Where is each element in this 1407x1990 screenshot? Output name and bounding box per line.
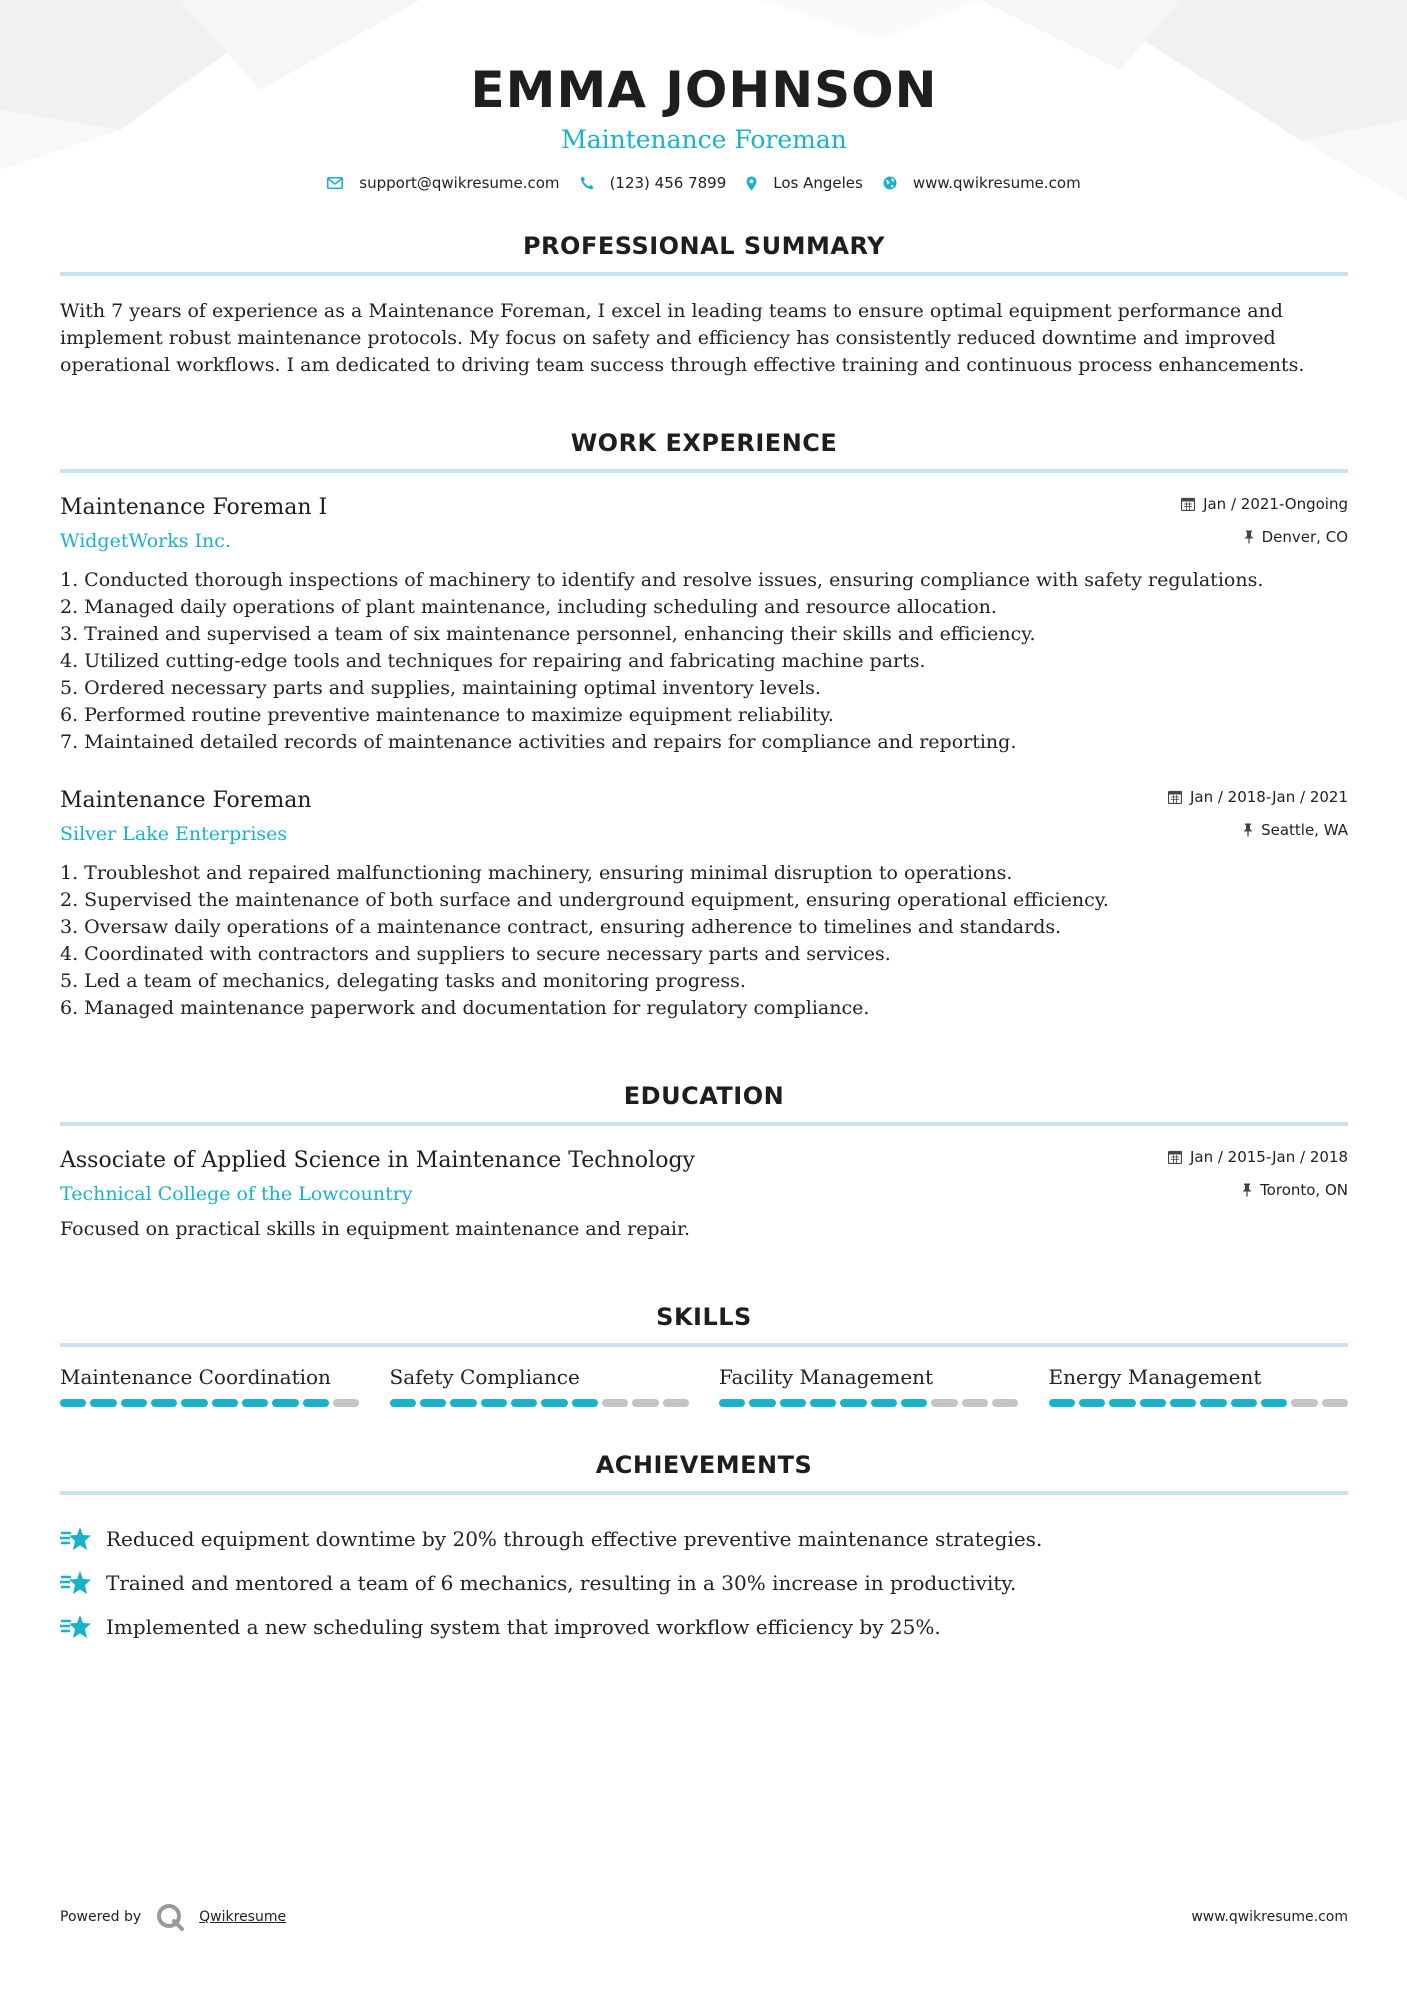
section-divider xyxy=(60,1491,1348,1495)
skill-item xyxy=(719,1363,1019,1407)
job-bullet: 6. Performed routine preventive maintenance to maximize equipment reliability. xyxy=(60,704,834,726)
achievement-item xyxy=(60,1561,1348,1605)
skills-heading: SKILLS xyxy=(656,1303,752,1331)
skill-item xyxy=(60,1363,360,1407)
pushpin-icon xyxy=(1244,530,1254,544)
qwikresume-logo-icon xyxy=(155,1902,185,1932)
contact-row xyxy=(60,174,1348,192)
job-dates: Jan / 2018-Jan / 2021 xyxy=(1189,788,1348,806)
skill-segment-empty xyxy=(931,1399,957,1407)
job-bullet: 4. Coordinated with contractors and suppliers to secure necessary parts and services. xyxy=(60,943,891,965)
skill-segment-filled xyxy=(1079,1399,1105,1407)
skill-segment-filled xyxy=(242,1399,268,1407)
job-company: Silver Lake Enterprises xyxy=(60,823,288,845)
skill-segment-empty xyxy=(333,1399,359,1407)
skill-segment-empty xyxy=(1291,1399,1317,1407)
resume-header xyxy=(60,0,1348,192)
skill-segment-filled xyxy=(181,1399,207,1407)
skill-segment-filled xyxy=(840,1399,866,1407)
skill-segment-empty xyxy=(992,1399,1018,1407)
skill-name: Maintenance Coordination xyxy=(60,1365,331,1389)
skill-segment-filled xyxy=(1200,1399,1226,1407)
skill-name: Facility Management xyxy=(719,1365,934,1389)
job-bullet: 2. Supervised the maintenance of both surface and underground equipment, ensuring operational efficiency. xyxy=(60,889,1109,911)
skill-segment-filled xyxy=(1109,1399,1135,1407)
skill-segment-filled xyxy=(481,1399,507,1407)
skill-segment-filled xyxy=(272,1399,298,1407)
skills-section xyxy=(60,1303,1348,1407)
summary-heading: PROFESSIONAL SUMMARY xyxy=(522,232,886,260)
skill-segment-filled xyxy=(420,1399,446,1407)
job-title: Maintenance Foreman I xyxy=(60,495,328,520)
powered-by-label: Powered by xyxy=(60,1909,142,1925)
education-section xyxy=(60,1082,1348,1243)
candidate-name: EMMA JOHNSON xyxy=(470,61,938,119)
brand-link[interactable]: Qwikresume xyxy=(199,1909,287,1925)
skill-name: Energy Management xyxy=(1048,1365,1262,1389)
pushpin-icon xyxy=(1242,1183,1252,1197)
skill-segment-filled xyxy=(60,1399,86,1407)
job-entry xyxy=(60,786,1348,1022)
star-icon xyxy=(60,1526,92,1552)
phone-text: (123) 456 7899 xyxy=(609,174,727,192)
achievements-heading: ACHIEVEMENTS xyxy=(595,1451,813,1479)
job-bullet: 2. Managed daily operations of plant maintenance, including scheduling and resource allocation. xyxy=(60,596,997,618)
skill-segment-filled xyxy=(121,1399,147,1407)
star-icon xyxy=(60,1570,92,1596)
skill-level-bar xyxy=(719,1399,1019,1407)
summary-section xyxy=(60,232,1348,379)
achievements-section xyxy=(60,1451,1348,1649)
job-dates: Jan / 2021-Ongoing xyxy=(1203,495,1348,513)
skill-segment-filled xyxy=(871,1399,897,1407)
skill-segment-filled xyxy=(541,1399,567,1407)
skill-segment-filled xyxy=(719,1399,745,1407)
job-bullet: 3. Oversaw daily operations of a maintenance contract, ensuring adherence to timelines and standards. xyxy=(60,916,1062,938)
section-divider xyxy=(60,469,1348,473)
skill-segment-filled xyxy=(212,1399,238,1407)
job-bullet: 1. Conducted thorough inspections of machinery to identify and resolve issues, ensuring compliance with safety regulations. xyxy=(60,569,1264,591)
job-location: Denver, CO xyxy=(1261,528,1348,546)
job-bullet: 1. Troubleshot and repaired malfunctioning machinery, ensuring minimal disruption to operations. xyxy=(60,862,1013,884)
skill-segment-filled xyxy=(90,1399,116,1407)
powered-by xyxy=(60,1902,286,1932)
skill-segment-filled xyxy=(572,1399,598,1407)
contact-website[interactable] xyxy=(883,174,1081,192)
skill-segment-filled xyxy=(511,1399,537,1407)
skill-segment-filled xyxy=(1140,1399,1166,1407)
achievement-list xyxy=(60,1517,1348,1649)
degree-title: Associate of Applied Science in Maintenance Technology xyxy=(60,1148,695,1173)
section-divider xyxy=(60,1343,1348,1347)
skill-segment-filled xyxy=(1231,1399,1257,1407)
summary-text: With 7 years of experience as a Maintenance Foreman, I excel in leading teams to ensure optimal equipment performance and implement robust maintenance protocols. My focus on safety and efficiency has consistently reduced downtime and improved operational workflows. I am dedicated to driving team success through effective training and continuous process enhancements. xyxy=(60,300,1305,376)
candidate-role: Maintenance Foreman xyxy=(561,125,847,154)
job-bullet: 5. Ordered necessary parts and supplies, maintaining optimal inventory levels. xyxy=(60,677,821,699)
job-company: WidgetWorks Inc. xyxy=(60,530,231,552)
skill-level-bar xyxy=(1049,1399,1349,1407)
job-title: Maintenance Foreman xyxy=(60,788,312,813)
experience-section xyxy=(60,429,1348,1022)
skill-segment-filled xyxy=(810,1399,836,1407)
resume-page xyxy=(60,0,1348,1649)
star-icon xyxy=(60,1614,92,1640)
skill-segment-filled xyxy=(1170,1399,1196,1407)
job-bullet: 3. Trained and supervised a team of six maintenance personnel, enhancing their skills and efficiency. xyxy=(60,623,1036,645)
job-bullet-list xyxy=(60,567,1348,756)
skill-segment-filled xyxy=(303,1399,329,1407)
skill-name: Safety Compliance xyxy=(389,1365,580,1389)
education-dates: Jan / 2015-Jan / 2018 xyxy=(1189,1148,1348,1166)
skill-segment-filled xyxy=(390,1399,416,1407)
skill-segment-filled xyxy=(749,1399,775,1407)
skill-segment-filled xyxy=(151,1399,177,1407)
section-divider xyxy=(60,1122,1348,1126)
experience-heading: WORK EXPERIENCE xyxy=(570,429,838,457)
skill-segment-filled xyxy=(1261,1399,1287,1407)
achievement-item xyxy=(60,1605,1348,1649)
skill-segment-filled xyxy=(780,1399,806,1407)
skill-item xyxy=(1049,1363,1349,1407)
achievement-text: Implemented a new scheduling system that improved workflow efficiency by 25%. xyxy=(106,1615,941,1639)
skill-segment-empty xyxy=(663,1399,689,1407)
job-bullet-list xyxy=(60,860,1348,1022)
skill-segment-empty xyxy=(1322,1399,1348,1407)
skill-item xyxy=(390,1363,690,1407)
website-text: www.qwikresume.com xyxy=(912,174,1081,192)
calendar-icon xyxy=(1168,790,1182,804)
contact-phone[interactable] xyxy=(580,174,727,192)
skill-segment-filled xyxy=(1049,1399,1075,1407)
pushpin-icon xyxy=(1243,823,1253,837)
skill-level-bar xyxy=(60,1399,360,1407)
globe-icon xyxy=(883,176,897,190)
calendar-icon xyxy=(1181,497,1195,511)
job-bullet: 4. Utilized cutting-edge tools and techniques for repairing and fabricating machine parts. xyxy=(60,650,926,672)
phone-icon xyxy=(580,176,594,190)
skill-segment-filled xyxy=(450,1399,476,1407)
skill-segment-empty xyxy=(962,1399,988,1407)
contact-email[interactable] xyxy=(327,174,559,192)
job-entry xyxy=(60,493,1348,756)
map-pin-icon xyxy=(746,176,757,191)
job-bullet: 7. Maintained detailed records of maintenance activities and repairs for compliance and reporting. xyxy=(60,731,1017,753)
skill-level-bar xyxy=(390,1399,690,1407)
achievement-text: Reduced equipment downtime by 20% through effective preventive maintenance strategies. xyxy=(106,1527,1043,1551)
achievement-item xyxy=(60,1517,1348,1561)
calendar-icon xyxy=(1168,1150,1182,1164)
contact-location xyxy=(746,174,863,192)
location-text: Los Angeles xyxy=(773,174,863,192)
education-heading: EDUCATION xyxy=(623,1082,785,1110)
education-entry xyxy=(60,1146,1348,1243)
job-bullet: 5. Led a team of mechanics, delegating tasks and monitoring progress. xyxy=(60,970,746,992)
section-divider xyxy=(60,272,1348,276)
envelope-icon xyxy=(327,177,343,189)
skill-segment-filled xyxy=(901,1399,927,1407)
page-footer xyxy=(60,1902,1348,1932)
footer-website[interactable]: www.qwikresume.com xyxy=(1191,1909,1348,1925)
education-description: Focused on practical skills in equipment maintenance and repair. xyxy=(60,1218,691,1240)
education-location: Toronto, ON xyxy=(1260,1181,1348,1199)
skill-segment-empty xyxy=(602,1399,628,1407)
achievement-text: Trained and mentored a team of 6 mechanics, resulting in a 30% increase in productivity. xyxy=(106,1571,1017,1595)
skill-segment-empty xyxy=(632,1399,658,1407)
school-name: Technical College of the Lowcountry xyxy=(60,1183,413,1205)
job-bullet: 6. Managed maintenance paperwork and documentation for regulatory compliance. xyxy=(60,997,870,1019)
skills-grid xyxy=(60,1363,1348,1407)
job-location: Seattle, WA xyxy=(1261,821,1348,839)
email-text: support@qwikresume.com xyxy=(359,174,560,192)
